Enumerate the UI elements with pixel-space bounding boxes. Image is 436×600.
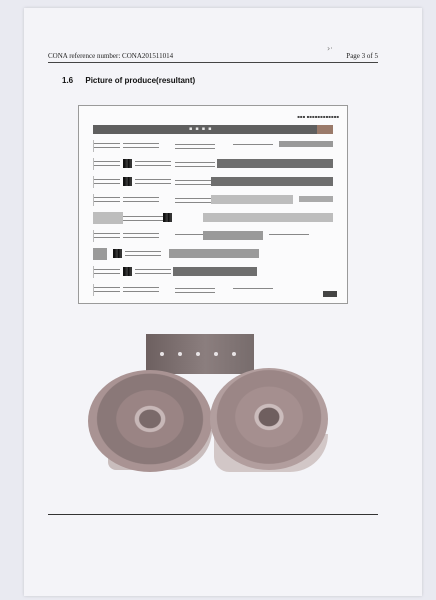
band-tag xyxy=(317,125,333,134)
label-row xyxy=(93,264,333,280)
label-row xyxy=(93,246,333,262)
label-row xyxy=(93,138,333,154)
label-row xyxy=(93,192,333,208)
label-sheet-image xyxy=(78,105,348,304)
label-row xyxy=(93,156,333,172)
label-row xyxy=(93,210,333,226)
header-rule xyxy=(48,62,378,63)
product-photo xyxy=(86,330,332,476)
label-row xyxy=(93,228,333,244)
reference-number: CONA reference number: CONA201511014 xyxy=(48,52,174,60)
label-row xyxy=(93,282,333,298)
corner-mark-icon: ›· xyxy=(327,44,333,53)
arrow-icon xyxy=(323,291,337,297)
sample-label-sheet xyxy=(146,334,254,374)
section-heading xyxy=(62,76,195,85)
section-title: Picture of produce(resultant) xyxy=(85,76,196,85)
sheet-logo-icon: ▪▪▪ ▪▪▪▪▪▪▪▪▪▪▪▪ xyxy=(297,114,339,119)
page-number: Page 3 of 5 xyxy=(346,52,378,60)
footer-rule xyxy=(48,514,378,515)
wristband-roll-right xyxy=(210,368,328,470)
wristband-roll-left xyxy=(88,370,212,472)
section-number: 1.6 xyxy=(62,76,74,85)
label-title-band: ▪▪▪▪ xyxy=(93,125,333,134)
label-row xyxy=(93,174,333,190)
